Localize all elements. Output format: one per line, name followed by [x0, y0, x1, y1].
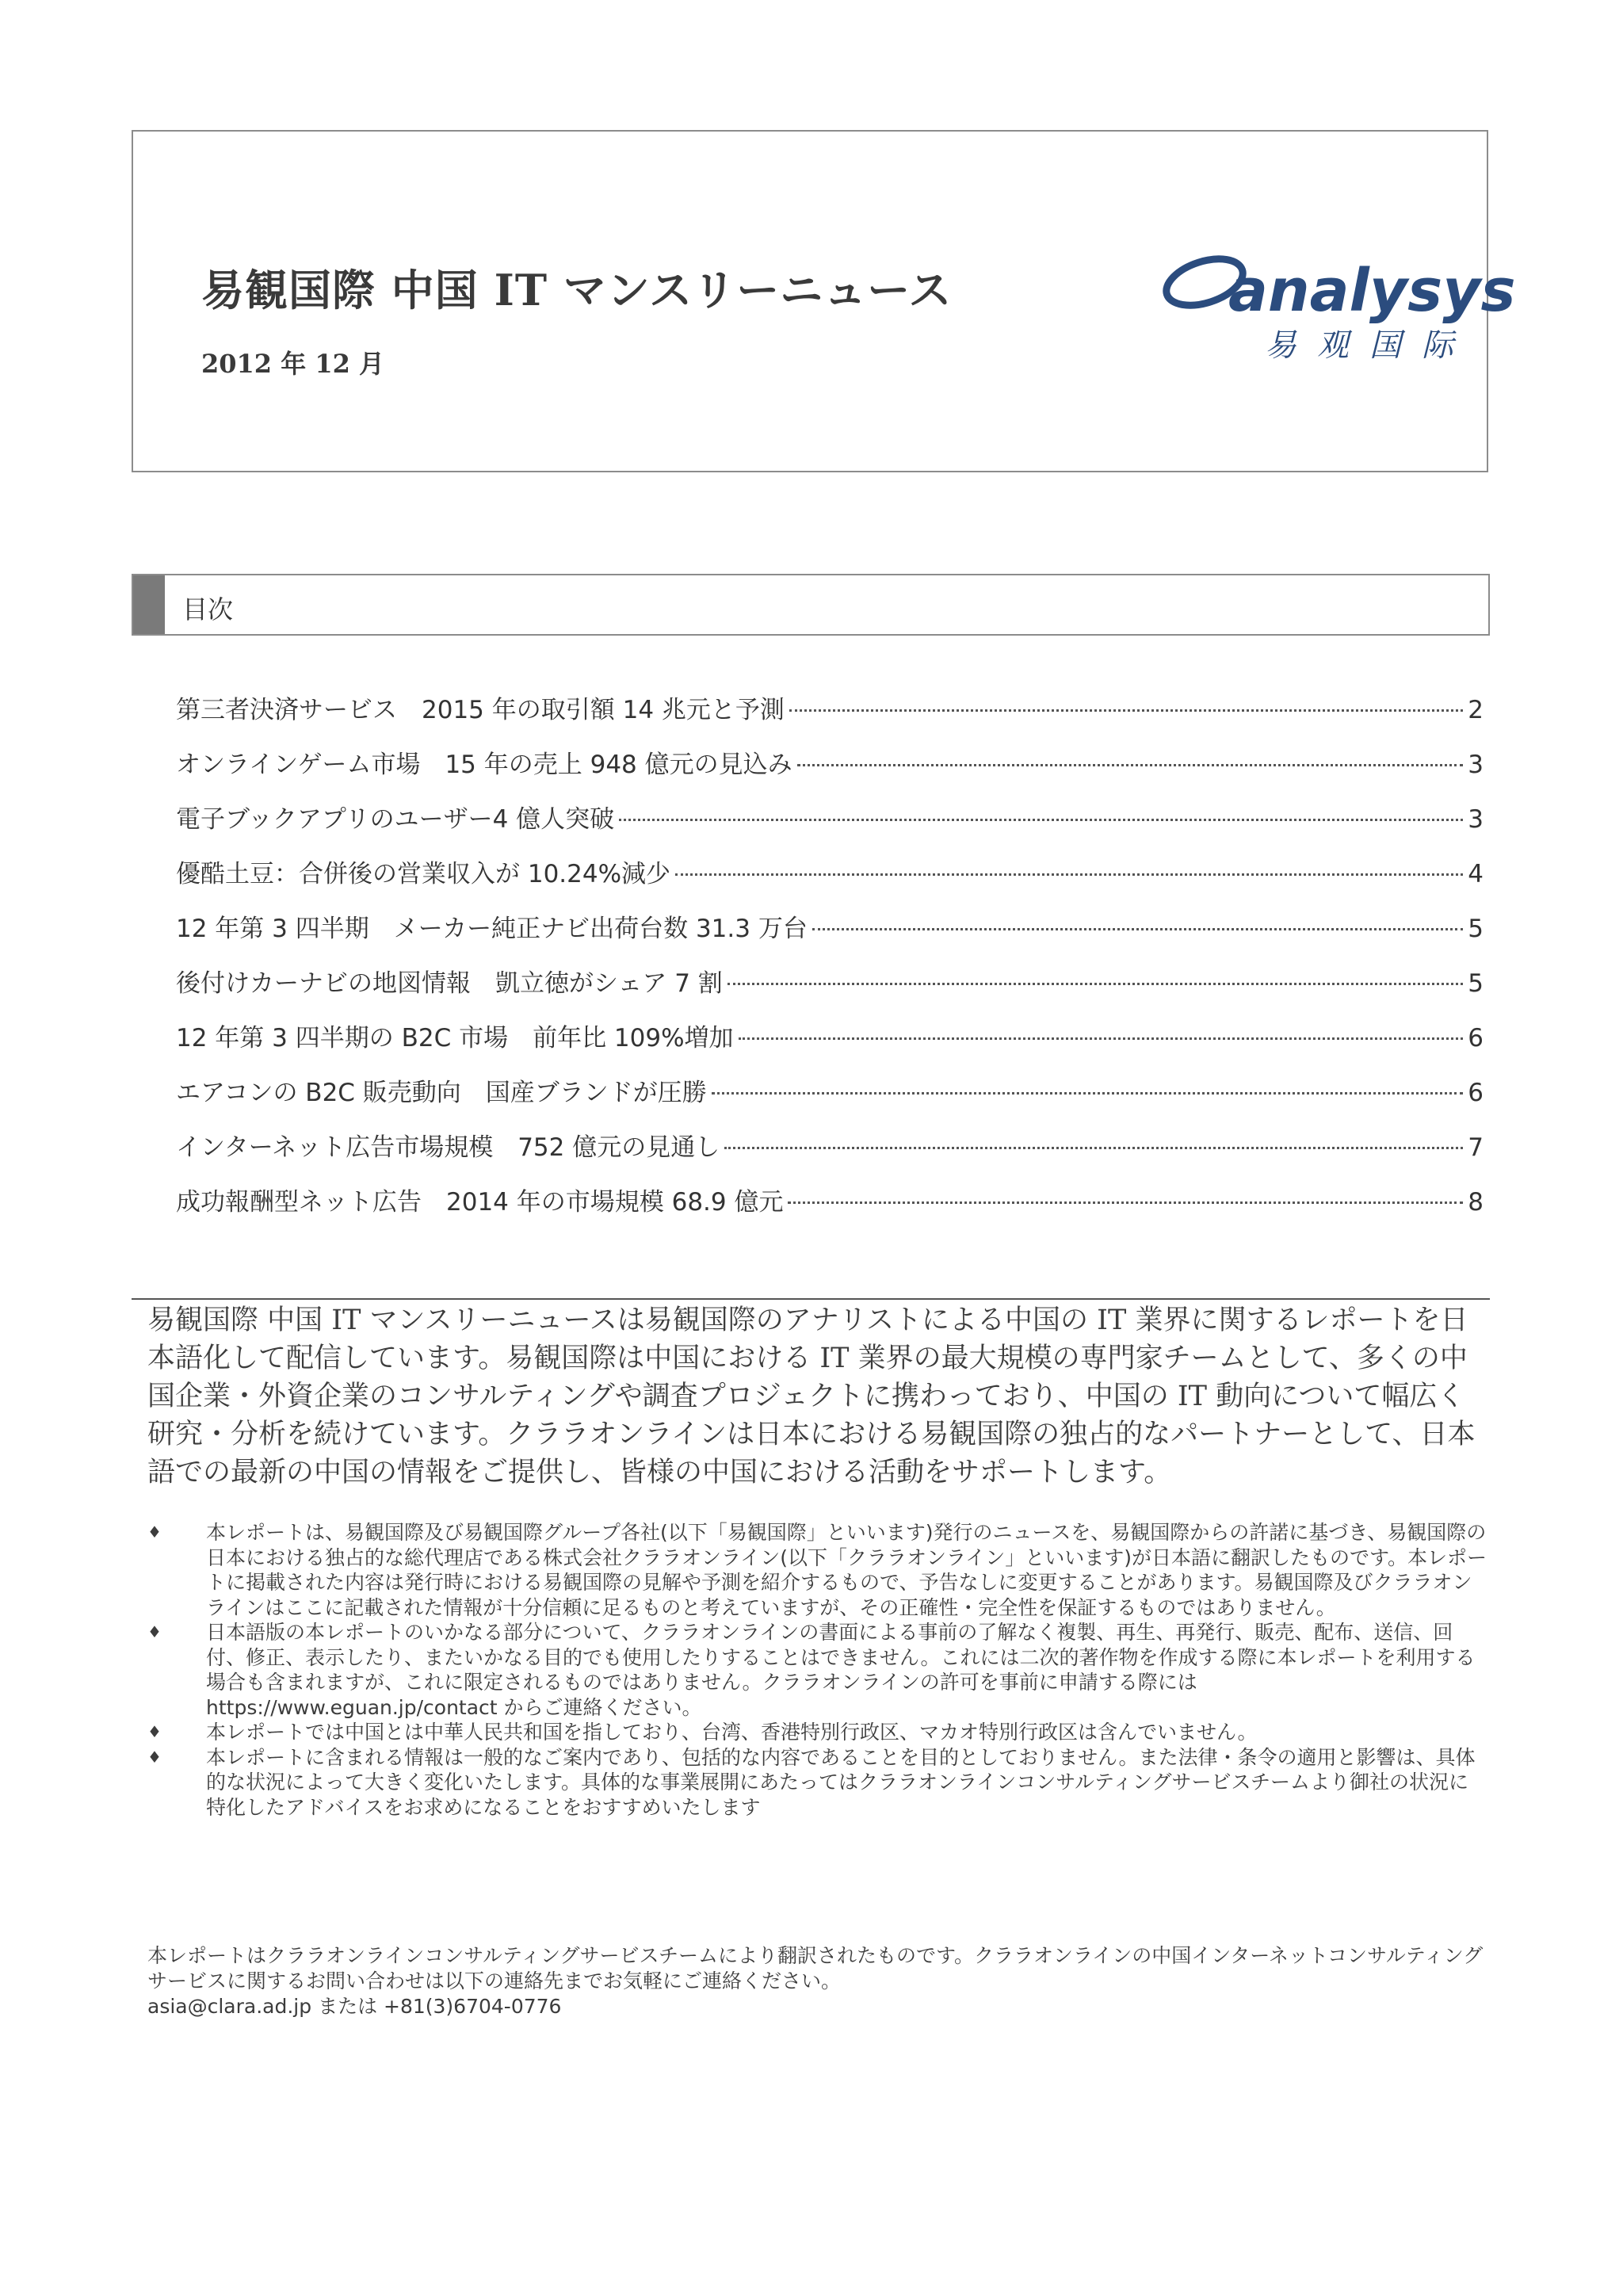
toc-item-title: 電子ブックアプリのユーザー4 億人突破 [176, 805, 615, 834]
toc-item-page: 3 [1468, 805, 1484, 834]
toc-item-page: 7 [1468, 1133, 1484, 1162]
toc-item-page: 3 [1468, 751, 1484, 779]
toc-leader-dots [675, 873, 1463, 876]
disclaimer-item [147, 1520, 1487, 1620]
report-date: 2012 年 12 月 [201, 349, 385, 379]
toc-item[interactable] [176, 799, 1484, 854]
section-divider [132, 1298, 1490, 1300]
toc-item-title: 第三者決済サービス 2015 年の取引額 14 兆元と予測 [176, 696, 785, 724]
toc-leader-dots [788, 1201, 1463, 1204]
toc-item-title: 優酷土豆：合併後の営業収入が 10.24%減少 [176, 860, 671, 888]
disclaimer-text: 日本語版の本レポートのいかなる部分について、クララオンラインの書面による事前の了解なく複製、再生、再発行、販売、配布、送信、回付、修正、表示したり、またいかなる目的でも使用したりすることはできません。これには二次的著作物を作成する際に本レポートを利用する場合も含まれますが、これに限定されるものではありません。クララオンラインの許可を事前に申請する際には https://www.eguan.jp/contact からご連絡ください。 [206, 1621, 1476, 1719]
toc-leader-dots [789, 709, 1463, 712]
toc-leader-dots [727, 983, 1463, 985]
toc-item-page: 2 [1468, 696, 1484, 724]
toc-list [176, 690, 1484, 1236]
toc-item-title: 12 年第 3 四半期 メーカー純正ナビ出荷台数 31.3 万台 [176, 915, 808, 943]
toc-item-title: 12 年第 3 四半期の B2C 市場 前年比 109%増加 [176, 1024, 734, 1052]
toc-item-page: 8 [1468, 1188, 1484, 1217]
disclaimer-item [147, 1620, 1487, 1720]
footer-text: 本レポートはクララオンラインコンサルティングサービスチームにより翻訳されたものです。クララオンラインの中国インターネットコンサルティングサービスに関するお問い合わせは以下の連絡先までお気軽にご連絡ください。 [147, 1944, 1484, 1992]
toc-leader-dots [797, 764, 1464, 766]
disclaimer-text: 本レポートに含まれる情報は一般的なご案内であり、包括的な内容であることを目的としておりません。また法律・条令の適用と影響は、具体的な状況によって大きく変化いたします。具体的な事業展開にあたってはクララオンラインコンサルティングサービスチームより御社の状況に特化したアドバイスをお求めになることをおすすめいたします [206, 1745, 1476, 1819]
header-box [132, 130, 1516, 472]
toc-item[interactable] [176, 1072, 1484, 1127]
toc-item[interactable] [176, 690, 1484, 744]
toc-item[interactable] [176, 1127, 1484, 1182]
toc-header [132, 574, 1490, 636]
diamond-bullet-icon: ♦ [147, 1622, 162, 1641]
toc-leader-dots [619, 819, 1463, 821]
toc-item-title: 成功報酬型ネット広告 2014 年の市場規模 68.9 億元 [176, 1188, 784, 1217]
disclaimer-item [147, 1745, 1487, 1820]
toc-item-title: エアコンの B2C 販売動向 国産ブランドが圧勝 [176, 1079, 707, 1107]
disclaimer-text: 本レポートは、易観国際及び易観国際グループ各社(以下「易観国際」といいます)発行のニュースを、易観国際からの許諾に基づき、易観国際の日本における独占的な総代理店である株式会社クララオンライン(以下「クララオンライン」といいます)が日本語に翻訳したものです。本レポートに掲載された内容は発行時における易観国際の見解や予測を紹介するもので、予告なしに変更することがあります。易観国際及びクララオンラインはここに記載された情報が十分信頼に足るものと考えていますが、その正確性・完全性を保証するものではありません。 [206, 1521, 1487, 1619]
toc-item[interactable] [176, 963, 1484, 1018]
contact-footer [147, 1943, 1487, 2019]
toc-item[interactable] [176, 1182, 1484, 1236]
intro-paragraph: 易観国際 中国 IT マンスリーニュースは易観国際のアナリストによる中国の IT 業界に関するレポートを日本語化して配信しています。易観国際は中国における IT 業界の最大規模の専門家チームとして、多くの中国企業・外資企業のコンサルティングや調査プロジェクトに携わっており、中国の IT 動向について幅広く研究・分析を続けています。クララオンラインは日本における易観国際の独占的なパートナーとして、日本語での最新の中国の情報をご提供し、皆様の中国における活動をサポートします。 [147, 1305, 1476, 1488]
disclaimer-text: 本レポートでは中国とは中華人民共和国を指しており、台湾、香港特別行政区、マカオ特別行政区は含んでいません。 [206, 1721, 1258, 1744]
diamond-bullet-icon: ♦ [147, 1747, 162, 1767]
toc-item-title: 後付けカーナビの地図情報 凱立徳がシェア 7 割 [176, 969, 723, 998]
logo-wordmark: analysys [1228, 257, 1516, 325]
report-title: 易観国際 中国 IT マンスリーニュース [201, 265, 953, 315]
toc-item-title: オンラインゲーム市場 15 年の売上 948 億元の見込み [176, 751, 792, 779]
toc-leader-dots [812, 928, 1463, 930]
toc-accent-bar [133, 575, 165, 634]
toc-item[interactable] [176, 908, 1484, 963]
contact-info[interactable]: asia@clara.ad.jp または +81(3)6704-0776 [147, 1995, 562, 2018]
toc-item-page: 6 [1468, 1024, 1484, 1052]
toc-item[interactable] [176, 1018, 1484, 1072]
toc-label: 目次 [182, 594, 234, 625]
toc-item[interactable] [176, 744, 1484, 799]
toc-leader-dots [712, 1092, 1463, 1095]
disclaimer-item [147, 1720, 1487, 1745]
logo-cjk-text: 易观国际 [1265, 327, 1474, 364]
toc-item-page: 4 [1468, 860, 1484, 888]
disclaimer-list [147, 1520, 1487, 1820]
diamond-bullet-icon: ♦ [147, 1522, 162, 1541]
diamond-bullet-icon: ♦ [147, 1722, 162, 1741]
toc-item-page: 5 [1468, 969, 1484, 998]
toc-item-page: 6 [1468, 1079, 1484, 1107]
toc-item-page: 5 [1468, 915, 1484, 943]
toc-leader-dots [739, 1037, 1464, 1040]
toc-item-title: インターネット広告市場規模 752 億元の見通し [176, 1133, 720, 1162]
toc-leader-dots [724, 1147, 1463, 1149]
toc-item[interactable] [176, 854, 1484, 908]
